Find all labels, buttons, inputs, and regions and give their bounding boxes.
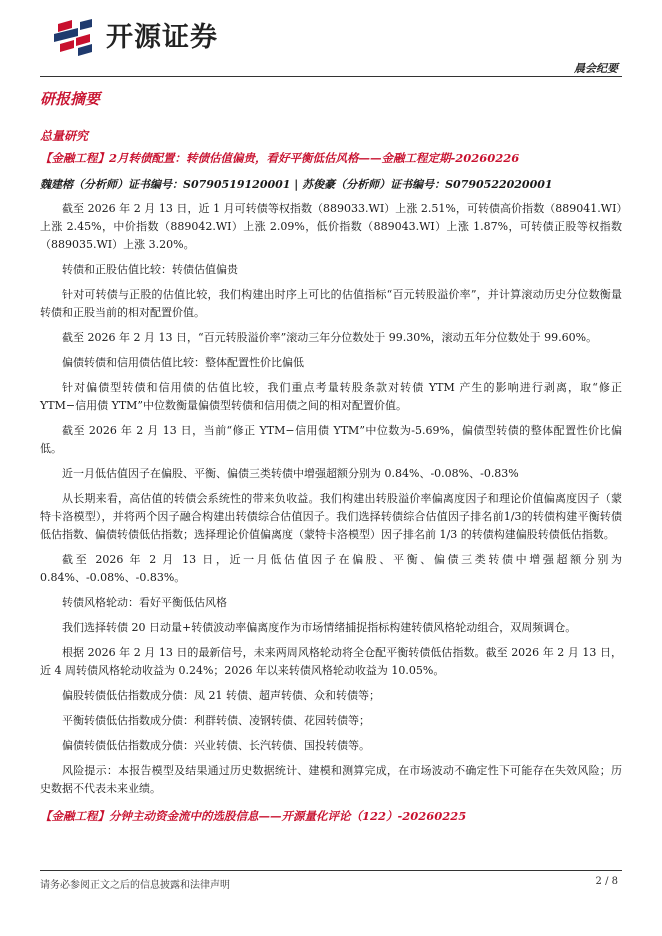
article-authors: 魏建榕（分析师）证书编号：S0790519120001 | 苏俊豪（分析师）证书编号：S0790522020001 bbox=[40, 178, 553, 191]
paragraph: 我们选择转债 20 日动量+转债波动率偏离度作为市场情绪捕捉指标构建转债风格轮动组合，双周频调仓。 bbox=[62, 621, 577, 634]
paragraph: 根据 2026 年 2 月 13 日的最新信号，未来两周风格轮动将全仓配平衡转债低估指数。截至 2026 年 2 月 13 日，近 4 周转债风格轮动收益为 0.24%；2026 年以来转债风格轮动收益为 10.05%。 bbox=[40, 646, 622, 677]
section-title: 研报摘要 bbox=[40, 90, 101, 108]
article-title[interactable]: 【金融工程】分钟主动资金流中的选股信息——开源量化评论（122）-20260225 bbox=[40, 809, 467, 823]
paragraph: 偏债转债低估指数成分债：兴业转债、长汽转债、国投转债等。 bbox=[62, 739, 370, 752]
logo-mark-icon bbox=[52, 18, 96, 58]
paragraph: 针对可转债与正股的估值比较，我们构建出时序上可比的估值指标“百元转股溢价率”，并计算滚动历史分位数衡量转债和正股当前的相对配置价值。 bbox=[40, 288, 622, 319]
company-logo bbox=[52, 18, 218, 58]
paragraph-heading: 转债风格轮动：看好平衡低估风格 bbox=[62, 596, 227, 609]
page-number: 2 / 8 bbox=[595, 876, 618, 887]
paragraph: 截至 2026 年 2 月 13 日，近 1 月可转债等权指数（889033.WI）上涨 2.51%，可转债高价指数（889041.WI）上涨 2.45%，中价指数（889042.WI）上涨 2.09%，低价指数（889043.WI）上涨 1.87%，可转债正股等权指数（889035.WI）上涨 3.20%。 bbox=[40, 202, 622, 251]
paragraph-heading: 近一月低估值因子在偏股、平衡、偏债三类转债中增强超额分别为 0.84%、-0.08%、-0.83% bbox=[62, 467, 519, 480]
paragraph: 从长期来看，高估值的转债会系统性的带来负收益。我们构建出转股溢价率偏离度因子和理论价值偏离度因子（蒙特卡洛模型），并将两个因子融合构建出转债综合估值因子。我们选择转债综合估值因子排名前1/3的转债构建平衡转债低估指数、偏债转债低估指数；选择理论价值偏离度（蒙特卡洛模型）因子排名前 1/3 的转债构建偏股转债低估指数。 bbox=[40, 492, 622, 541]
logo-text: 开源证券 bbox=[106, 22, 218, 53]
paragraph-heading: 偏债转债和信用债估值比较：整体配置性价比偏低 bbox=[62, 356, 304, 369]
footer-divider bbox=[40, 870, 622, 871]
paragraph-heading: 转债和正股估值比较：转债估值偏贵 bbox=[62, 263, 238, 276]
paragraph: 截至 2026 年 2 月 13 日，“百元转股溢价率”滚动三年分位数处于 99.30%，滚动五年分位数处于 99.60%。 bbox=[62, 331, 598, 344]
paragraph: 截至 2026 年 2 月 13 日，近一月低估值因子在偏股、平衡、偏债三类转债中增强超额分别为 0.84%、-0.08%、-0.83%。 bbox=[40, 553, 622, 584]
header-divider bbox=[40, 76, 622, 77]
paragraph: 平衡转债低估指数成分债：利群转债、凌钢转债、花园转债等； bbox=[62, 714, 370, 727]
subsection-title: 总量研究 bbox=[40, 129, 89, 143]
main-content bbox=[40, 150, 622, 824]
footer-disclaimer: 请务必参阅正文之后的信息披露和法律声明 bbox=[40, 880, 230, 891]
paragraph: 针对偏债型转债和信用债的估值比较，我们重点考量转股条款对转债 YTM 产生的影响进行剥离，取“修正 YTM−信用债 YTM”中位数衡量偏债型转债和信用债之间的相对配置价值。 bbox=[40, 381, 622, 412]
paragraph: 截至 2026 年 2 月 13 日，当前“修正 YTM−信用债 YTM”中位数为-5.69%，偏债型转债的整体配置性价比偏低。 bbox=[40, 424, 622, 455]
article-title[interactable]: 【金融工程】2月转债配置：转债估值偏贵，看好平衡低估风格——金融工程定期-20260226 bbox=[40, 151, 520, 165]
risk-warning: 风险提示：本报告模型及结果通过历史数据统计、建模和测算完成，在市场波动不确定性下可能存在失效风险；历史数据不代表未来业绩。 bbox=[40, 764, 622, 795]
paragraph: 偏股转债低估指数成分债：凤 21 转债、超声转债、众和转债等； bbox=[62, 689, 380, 702]
report-type: 晨会纪要 bbox=[574, 62, 618, 75]
